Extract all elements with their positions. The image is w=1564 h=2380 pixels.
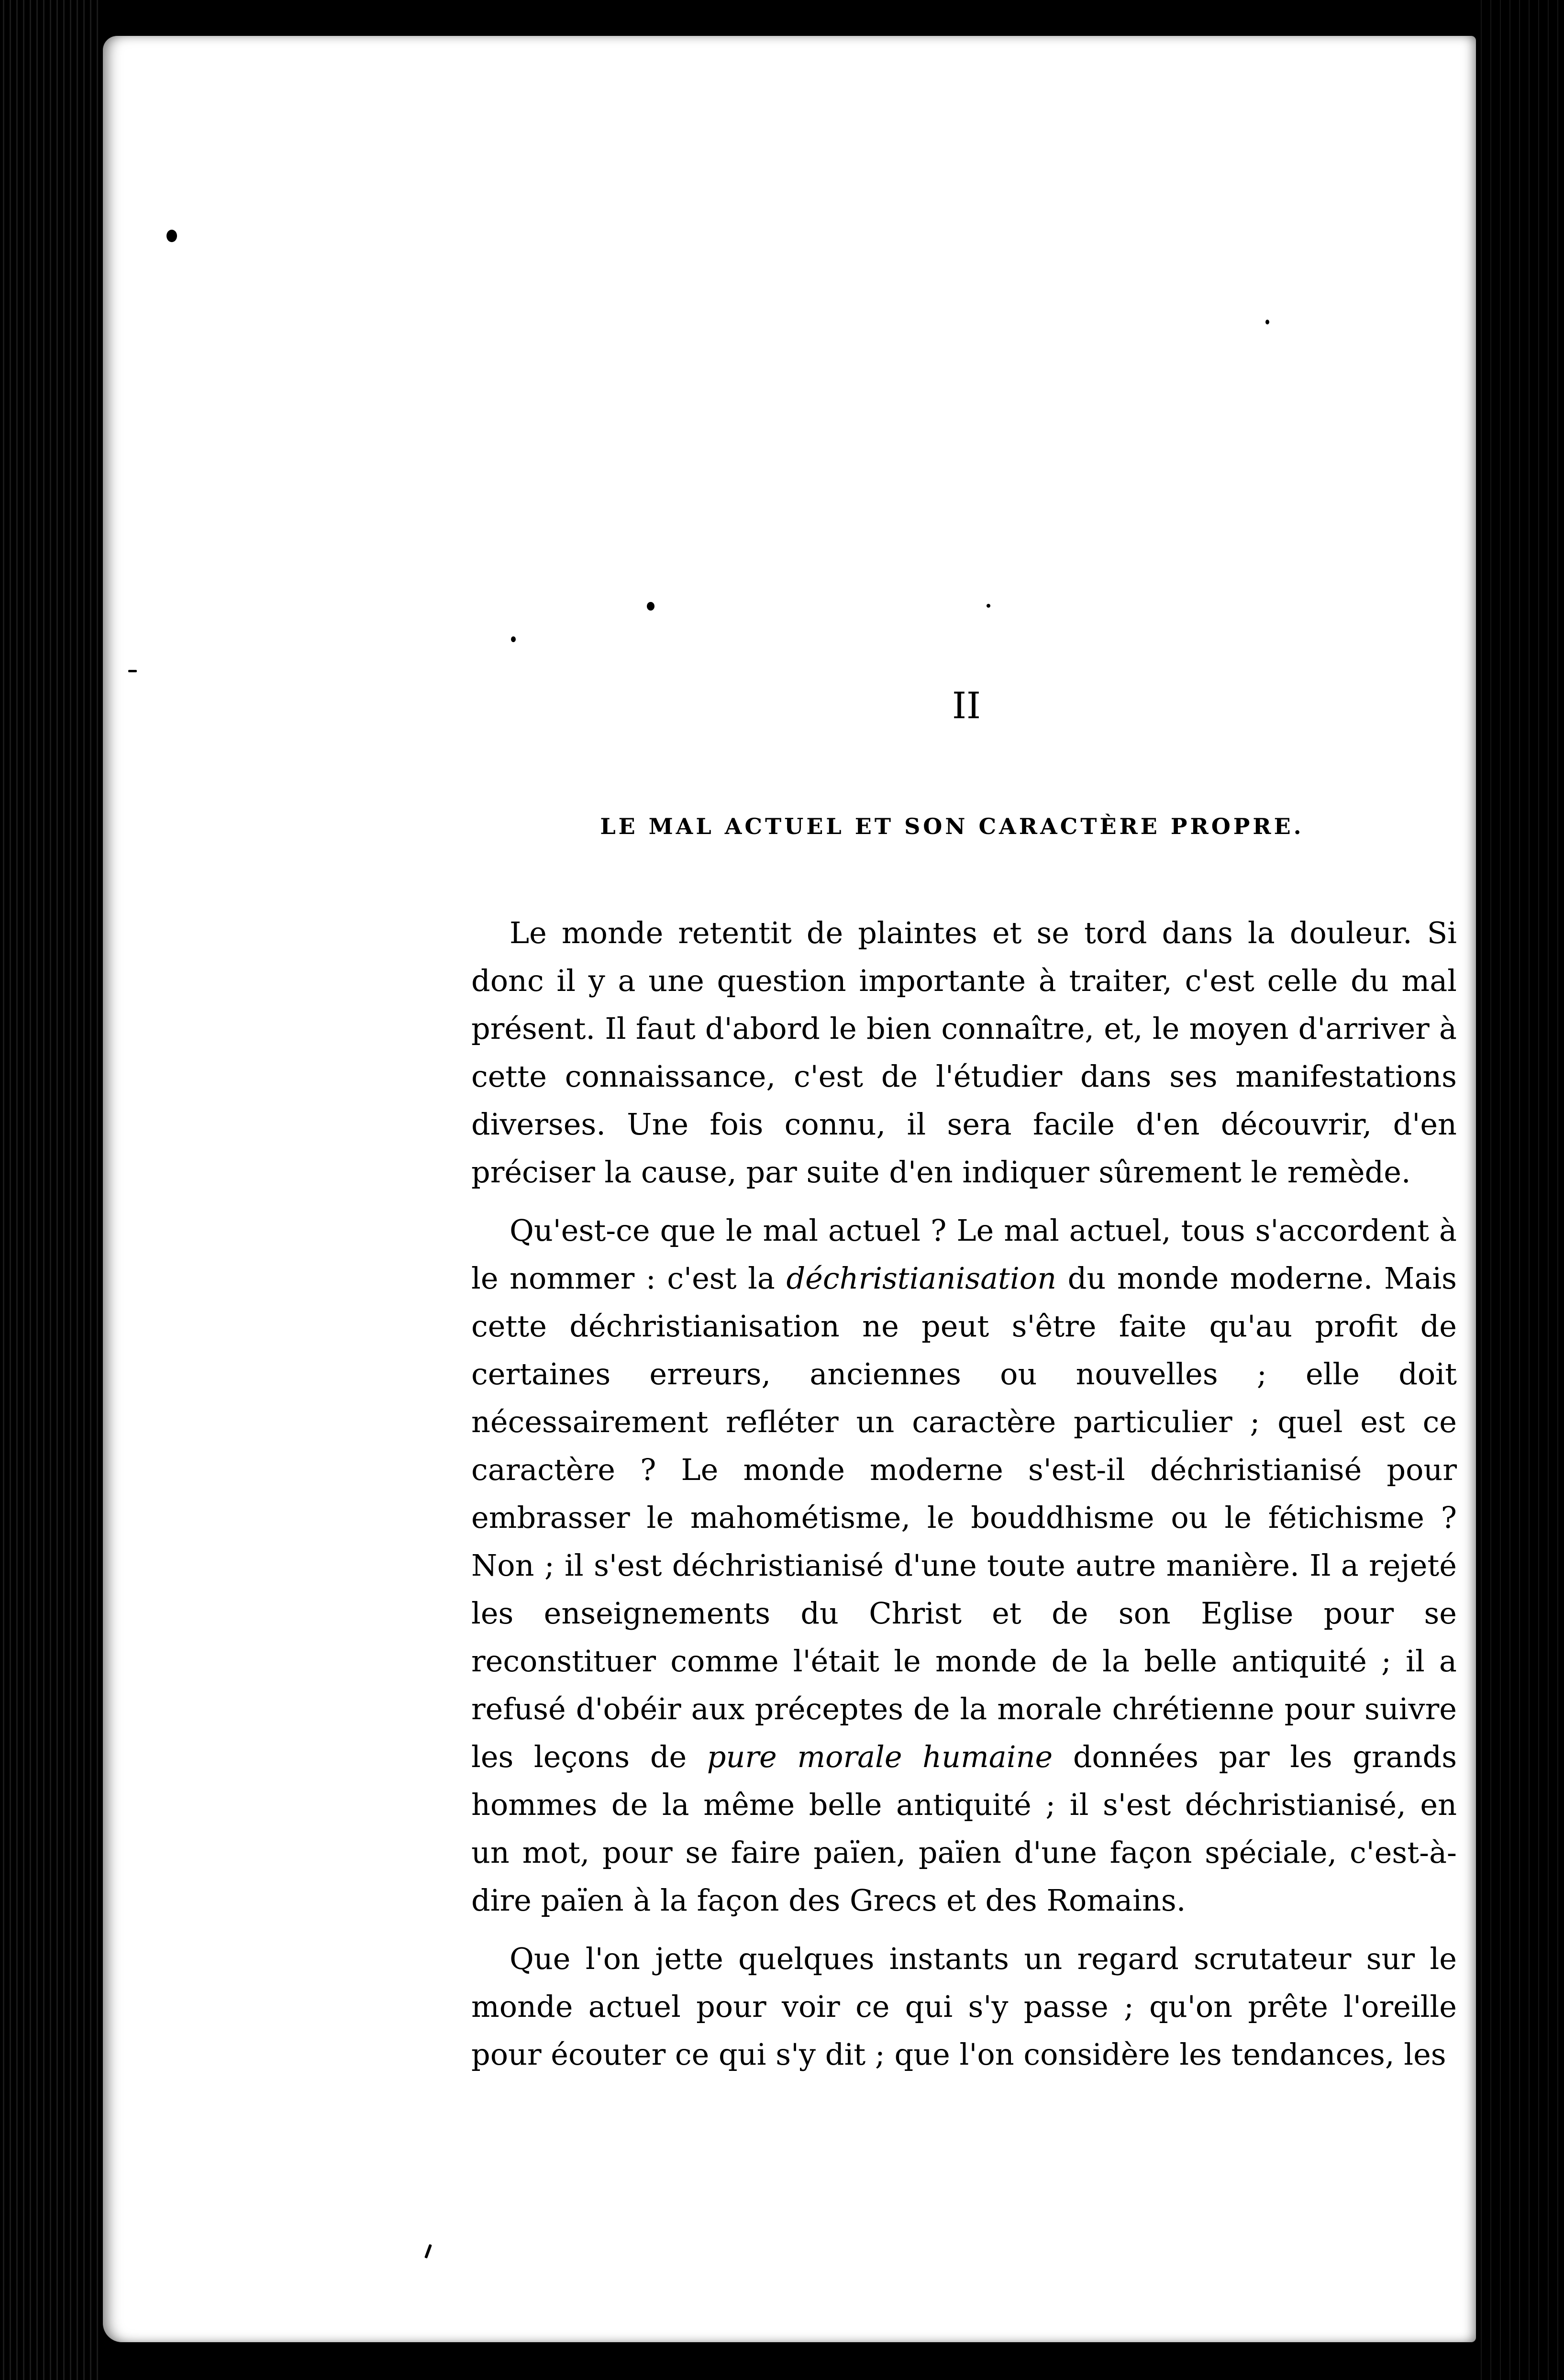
book-binding-edge <box>0 0 103 2380</box>
speck-mark <box>166 230 177 242</box>
speck-mark <box>647 602 654 611</box>
speck-mark <box>511 636 516 642</box>
emphasis-dechristianisation: déchristianisation <box>786 1261 1057 1296</box>
speck-mark <box>987 604 990 608</box>
paragraph-2 <box>471 1207 1457 1924</box>
emphasis-pure-morale: pure morale humaine <box>707 1739 1053 1774</box>
paragraph-2-text-c: données par les grands hommes de la même belle antiquité ; il s'est déchristianisé, en un mot, pour se faire païen, païen d'une façon spéciale, c'est-à-dire païen à la façon des Grecs et des Romains. <box>471 1739 1457 1918</box>
speck-mark <box>128 670 137 672</box>
paragraph-2-text-b: du monde moderne. Mais cette déchristianisation ne peut s'être faite qu'au profit de certaines erreurs, anciennes ou nouvelles ; elle doit nécessairement refléter un caractère particulier ; quel est ce caractère ? Le monde moderne s'est-il déchristianisé pour embrasser le mahométisme, le bouddhisme ou le fétichisme ? Non ; il s'est déchristianisé d'une toute autre manière. Il a rejeté les enseignements du Christ et de son Eglise pour se reconstituer comme l'était le monde de la belle antiquité ; il a refusé d'obéir aux préceptes de la morale chrétienne pour suivre les leçons de <box>471 1261 1457 1774</box>
chapter-number: II <box>952 684 981 727</box>
paragraph-2-text-a: Qu'est-ce que le mal actuel ? Le mal actuel, tous s'accordent à le nommer : c'est la <box>471 1213 1457 1296</box>
paragraph-3: Que l'on jette quelques instants un regard scrutateur sur le monde actuel pour voir ce qui s'y passe ; qu'on prête l'oreille pour écouter ce qui s'y dit ; que l'on considère les tendances, les <box>471 1941 1457 2072</box>
paragraph-1: Le monde retentit de plaintes et se tord dans la douleur. Si donc il y a une question importante à traiter, c'est celle du mal présent. Il faut d'abord le bien connaître, et, le moyen d'arriver à cette connaissance, c'est de l'étudier dans ses manifestations diverses. Une fois connu, il sera facile d'en découvrir, d'en préciser la cause, par suite d'en indiquer sûrement le remède. <box>471 915 1457 1190</box>
speck-mark <box>1265 320 1269 324</box>
right-page-edge <box>1476 0 1564 2380</box>
body-text <box>471 909 1457 2089</box>
chapter-title: LE MAL ACTUEL ET SON CARACTÈRE PROPRE. <box>600 813 1304 839</box>
